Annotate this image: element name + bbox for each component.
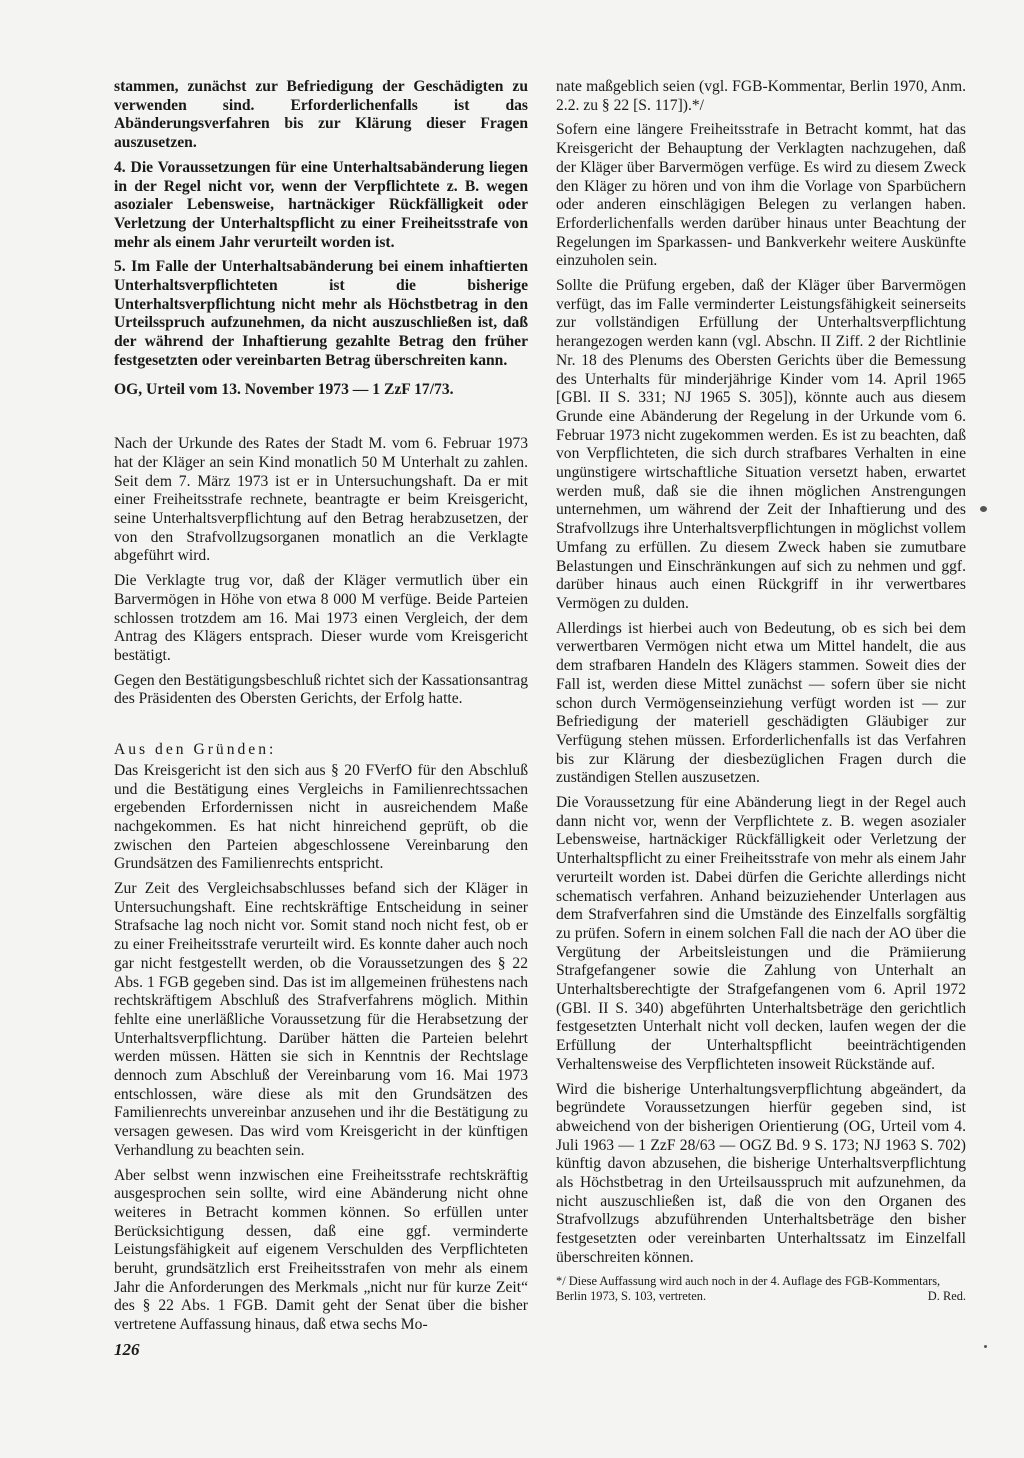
body-paragraph: nate maßgeblich seien (vgl. FGB-Kommentar, Berlin 1970, Anm. 2.2. zu § 22 [S. 117]).*/ (556, 78, 966, 114)
facts-paragraph: Gegen den Bestätigungsbeschluß richtet sich der Kassationsantrag des Präsidenten des Obersten Gerichts, der Erfolg hatte. (114, 671, 528, 708)
reasons-paragraph: Aber selbst wenn inzwischen eine Freiheitsstrafe rechtskräftig ausgesprochen sein sollte, wird eine Abänderung nicht ohne weiteres in Betracht kommen können. So erfüllen unter Berücksichtigung dessen, daß eine ggf. verminderte Leistungsfähigkeit auf eigenem Verschulden des Verpflichteten beruht, grundsätzlich erst Freiheitsstrafen von mehr als einem Jahr die Anforderungen des Merkmals „nicht nur für kurze Zeit“ des § 22 Abs. 1 FGB. Damit geht der Senat über die bisher vertretene Auffassung hinaus, daß etwa sechs Mo- (114, 1166, 528, 1334)
page-number: 126 (114, 1340, 140, 1359)
headnote-point-5: 5. Im Falle der Unterhaltsabänderung bei einem inhaftierten Unterhaltsverpflichteten ist die bisherige Unterhaltsverpflichtung nicht mehr als Höchstbetrag in den Urteilsspruch aufzunehmen, da nicht auszuschließen ist, daß der während der Inhaftierung gezahlte Betrag den früher festgesetzten oder vereinbarten Betrag überschreiten kann. (114, 258, 528, 369)
facts-paragraph: Die Verklagte trug vor, daß der Kläger vermutlich über ein Barvermögen in Höhe von etwa 8 000 M verfüge. Beide Parteien schlossen trotzdem am 16. Mai 1973 einen Vergleich, der dem Antrag des Klägers entsprach. Dieser wurde vom Kreisgericht bestätigt. (114, 572, 528, 664)
footnote-text: */ Diese Auffassung wird auch noch in der 4. Auflage des FGB-Kommentars, Berlin 1973, S. 103, vertreten. (556, 1273, 941, 1303)
scan-speck (984, 1345, 987, 1348)
scan-speck (980, 506, 987, 512)
left-column (114, 78, 528, 1341)
body-paragraph: Sofern eine längere Freiheitsstrafe in Betracht kommt, hat das Kreisgericht der Behauptung der Verklagten nachzugehen, daß der Kläger über Barvermögen verfüge. Es wird zu diesem Zweck den Kläger zu hören und von ihm die Vorlage von Sparbüchern oder anderen einschlägigen Belegen zu verlangen haben. Erforderlichenfalls werden darüber hinaus unter Beachtung der Regelungen im Sparkassen- und Bankverkehr weitere Auskünfte einzuholen sein. (556, 121, 966, 270)
right-column (556, 78, 966, 1304)
reasons-heading: Aus den Gründen: (114, 741, 277, 759)
footnote (556, 1274, 966, 1304)
facts-paragraph: Nach der Urkunde des Rates der Stadt M. vom 6. Februar 1973 hat der Kläger an sein Kind monatlich 50 M Unterhalt zu zahlen. Seit dem 7. März 1973 ist er in Untersuchungshaft. Da er mit einer Freiheitsstrafe rechnete, beantragte er beim Kreisgericht, seine Unterhaltsverpflichtung auf den Betrag herabzusetzen, der von den Strafvollzugsorganen monatlich an die Verklagte abgeführt wird. (114, 435, 528, 565)
body-paragraph: Allerdings ist hierbei auch von Bedeutung, ob es sich bei dem verwertbaren Vermögen nicht etwa um Mittel handelt, die aus dem strafbaren Handeln des Klägers stammen. Soweit dies der Fall ist, werden diese Mittel zunächst — sofern über sie nicht schon durch Vermögenseinziehung verfügt worden ist — zur Befriedigung der materiell geschädigten Gläubiger zur Verfügung stehen müssen. Erforderlichenfalls ist das Verfahren bis zur Klärung der diesbezüglichen Fragen durch die zuständigen Stellen auszusetzen. (556, 619, 966, 787)
facts-section (114, 435, 528, 709)
footnote-editor: D. Red. (927, 1288, 966, 1303)
headnote-continuation: stammen, zunächst zur Befriedigung der Geschädigten zu verwenden sind. Erforderlichenfalls ist das Abänderungsverfahren bis zur Klärung dieser Fragen auszusetzen. (114, 78, 528, 152)
decision-citation: OG, Urteil vom 13. November 1973 — 1 ZzF 17/73. (114, 380, 454, 398)
reasons-paragraph: Das Kreisgericht ist den sich aus § 20 FVerfO für den Abschluß und die Bestätigung eines Vergleichs in Familienrechtssachen ergebenden Erfordernissen nicht in ausreichendem Maße nachgekommen. Es hat nicht hinreichend geprüft, ob die zwischen den Parteien abgeschlossene Vereinbarung den Grundsätzen des Familienrechts entspricht. (114, 761, 528, 873)
headnote-point-4: 4. Die Voraussetzungen für eine Unterhaltsabänderung liegen in der Regel nicht vor, wenn der Verpflichtete z. B. wegen asozialer Lebensweise, hartnäckiger Rückfälligkeit oder Verletzung der Unterhaltspflicht zu einer Freiheitsstrafe von mehr als einem Jahr verurteilt worden ist. (114, 158, 528, 251)
reasons-paragraph: Zur Zeit des Vergleichsabschlusses befand sich der Kläger in Untersuchungshaft. Eine rechtskräftige Entscheidung in seiner Strafsache lag noch nicht vor. Somit stand noch nicht fest, ob er zu einer Freiheitsstrafe verurteilt wird. Es konnte daher auch noch gar nicht festgestellt werden, ob die Voraussetzungen des § 22 Abs. 1 FGB gegeben sind. Das ist im allgemeinen frühestens nach rechtskräftigem Abschluß des Strafverfahrens möglich. Mithin fehlte eine unerläßliche Voraussetzung für die Herabsetzung der Unterhaltsverpflichtung. Darüber hätten die Parteien belehrt werden müssen. Hätten sie sich in Kenntnis der Rechtslage dennoch zum Abschluß der Vereinbarung vom 16. Mai 1973 entschlossen, wäre diese als mit den Grundsätzen des Familienrechts unvereinbar anzusehen und ihr die Bestätigung zu versagen gewesen. Das wird vom Kreisgericht in der künftigen Verhandlung zu beachten sein. (114, 880, 528, 1159)
headnote (114, 78, 528, 399)
reasons-section (114, 762, 528, 1335)
body-paragraph: Wird die bisherige Unterhaltungsverpflichtung abgeändert, da begründete Voraussetzungen hierfür gegeben sind, ist abweichend von der bisherigen Orientierung (OG, Urteil vom 4. Juli 1963 — 1 ZzF 28/63 — OGZ Bd. 9 S. 173; NJ 1963 S. 702) künftig davon abzusehen, die bisherige Unterhaltsverpflichtung als Höchstbetrag in den Urteilsausspruch mit aufzunehmen, da nicht auszuschließen ist, daß die von den Organen des Strafvollzugs abzuführenden Unterhaltsbeträge den bisher festgesetzten oder vereinbarten Unterhaltssatz im Einzelfall überschreiten können. (556, 1080, 966, 1266)
body-paragraph: Die Voraussetzung für eine Abänderung liegt in der Regel auch dann nicht vor, wenn der Verpflichtete z. B. wegen asozialer Lebensweise, hartnäckiger Rückfälligkeit oder Verletzung der Unterhaltspflicht zu einer Freiheitsstrafe von mehr als einem Jahr verurteilt worden ist. Dabei dürfen die Gerichte allerdings nicht schematisch verfahren. Anhand beizuziehender Unterlagen aus dem Strafverfahren sind die Umstände des Einzelfalls sorgfältig zu prüfen. Sofern in einem solchen Fall die nach der AO über die Vergütung der Arbeitsleistungen und die Prämiierung Strafgefangener sowie die Zahlung von Unterhalt an Unterhaltsberechtigte der Strafgefangenen vom 6. April 1972 (GBl. II S. 340) abgeführten Unterhaltsbeträge den gerichtlich festgesetzten Unterhalt nicht voll decken, laufen wegen der die Erfüllung der Unterhaltspflicht beeinträchtigenden Verhaltensweise des Verpflichteten insoweit Rückstände auf. (556, 794, 966, 1073)
body-paragraph: Sollte die Prüfung ergeben, daß der Kläger über Barvermögen verfügt, das im Falle verminderter Leistungsfähigkeit seinerseits zur vollständigen Erfüllung der Unterhaltsverpflichtung herangezogen werden kann (vgl. Abschn. II Ziff. 2 der Richtlinie Nr. 18 des Plenums des Obersten Gerichts über die Bemessung des Unterhalts für minderjährige Kinder vom 14. April 1965 [GBl. II S. 331; NJ 1965 S. 305]), könnte auch aus diesem Grunde eine Abänderung der Regelung in der Urkunde vom 6. Februar 1973 nicht zugekommen werden. Es ist zu beachten, daß von Verpflichteten, die sich durch strafbares Verhalten in eine ungünstigere wirtschaftliche Situation versetzt haben, erwartet werden muß, daß sie die ihnen möglichen Anstrengungen unternehmen, um während der Zeit der Inhaftierung und des Strafvollzugs ihre Unterhaltsverpflichtungen in möglichst vollem Umfang zu erfüllen. Zu diesem Zweck haben sie zumutbare Belastungen und Einschränkungen auf sich zu nehmen und ggf. darüber hinaus auch einen Rückgriff in ihr verwertbares Vermögen zu dulden. (556, 277, 966, 612)
